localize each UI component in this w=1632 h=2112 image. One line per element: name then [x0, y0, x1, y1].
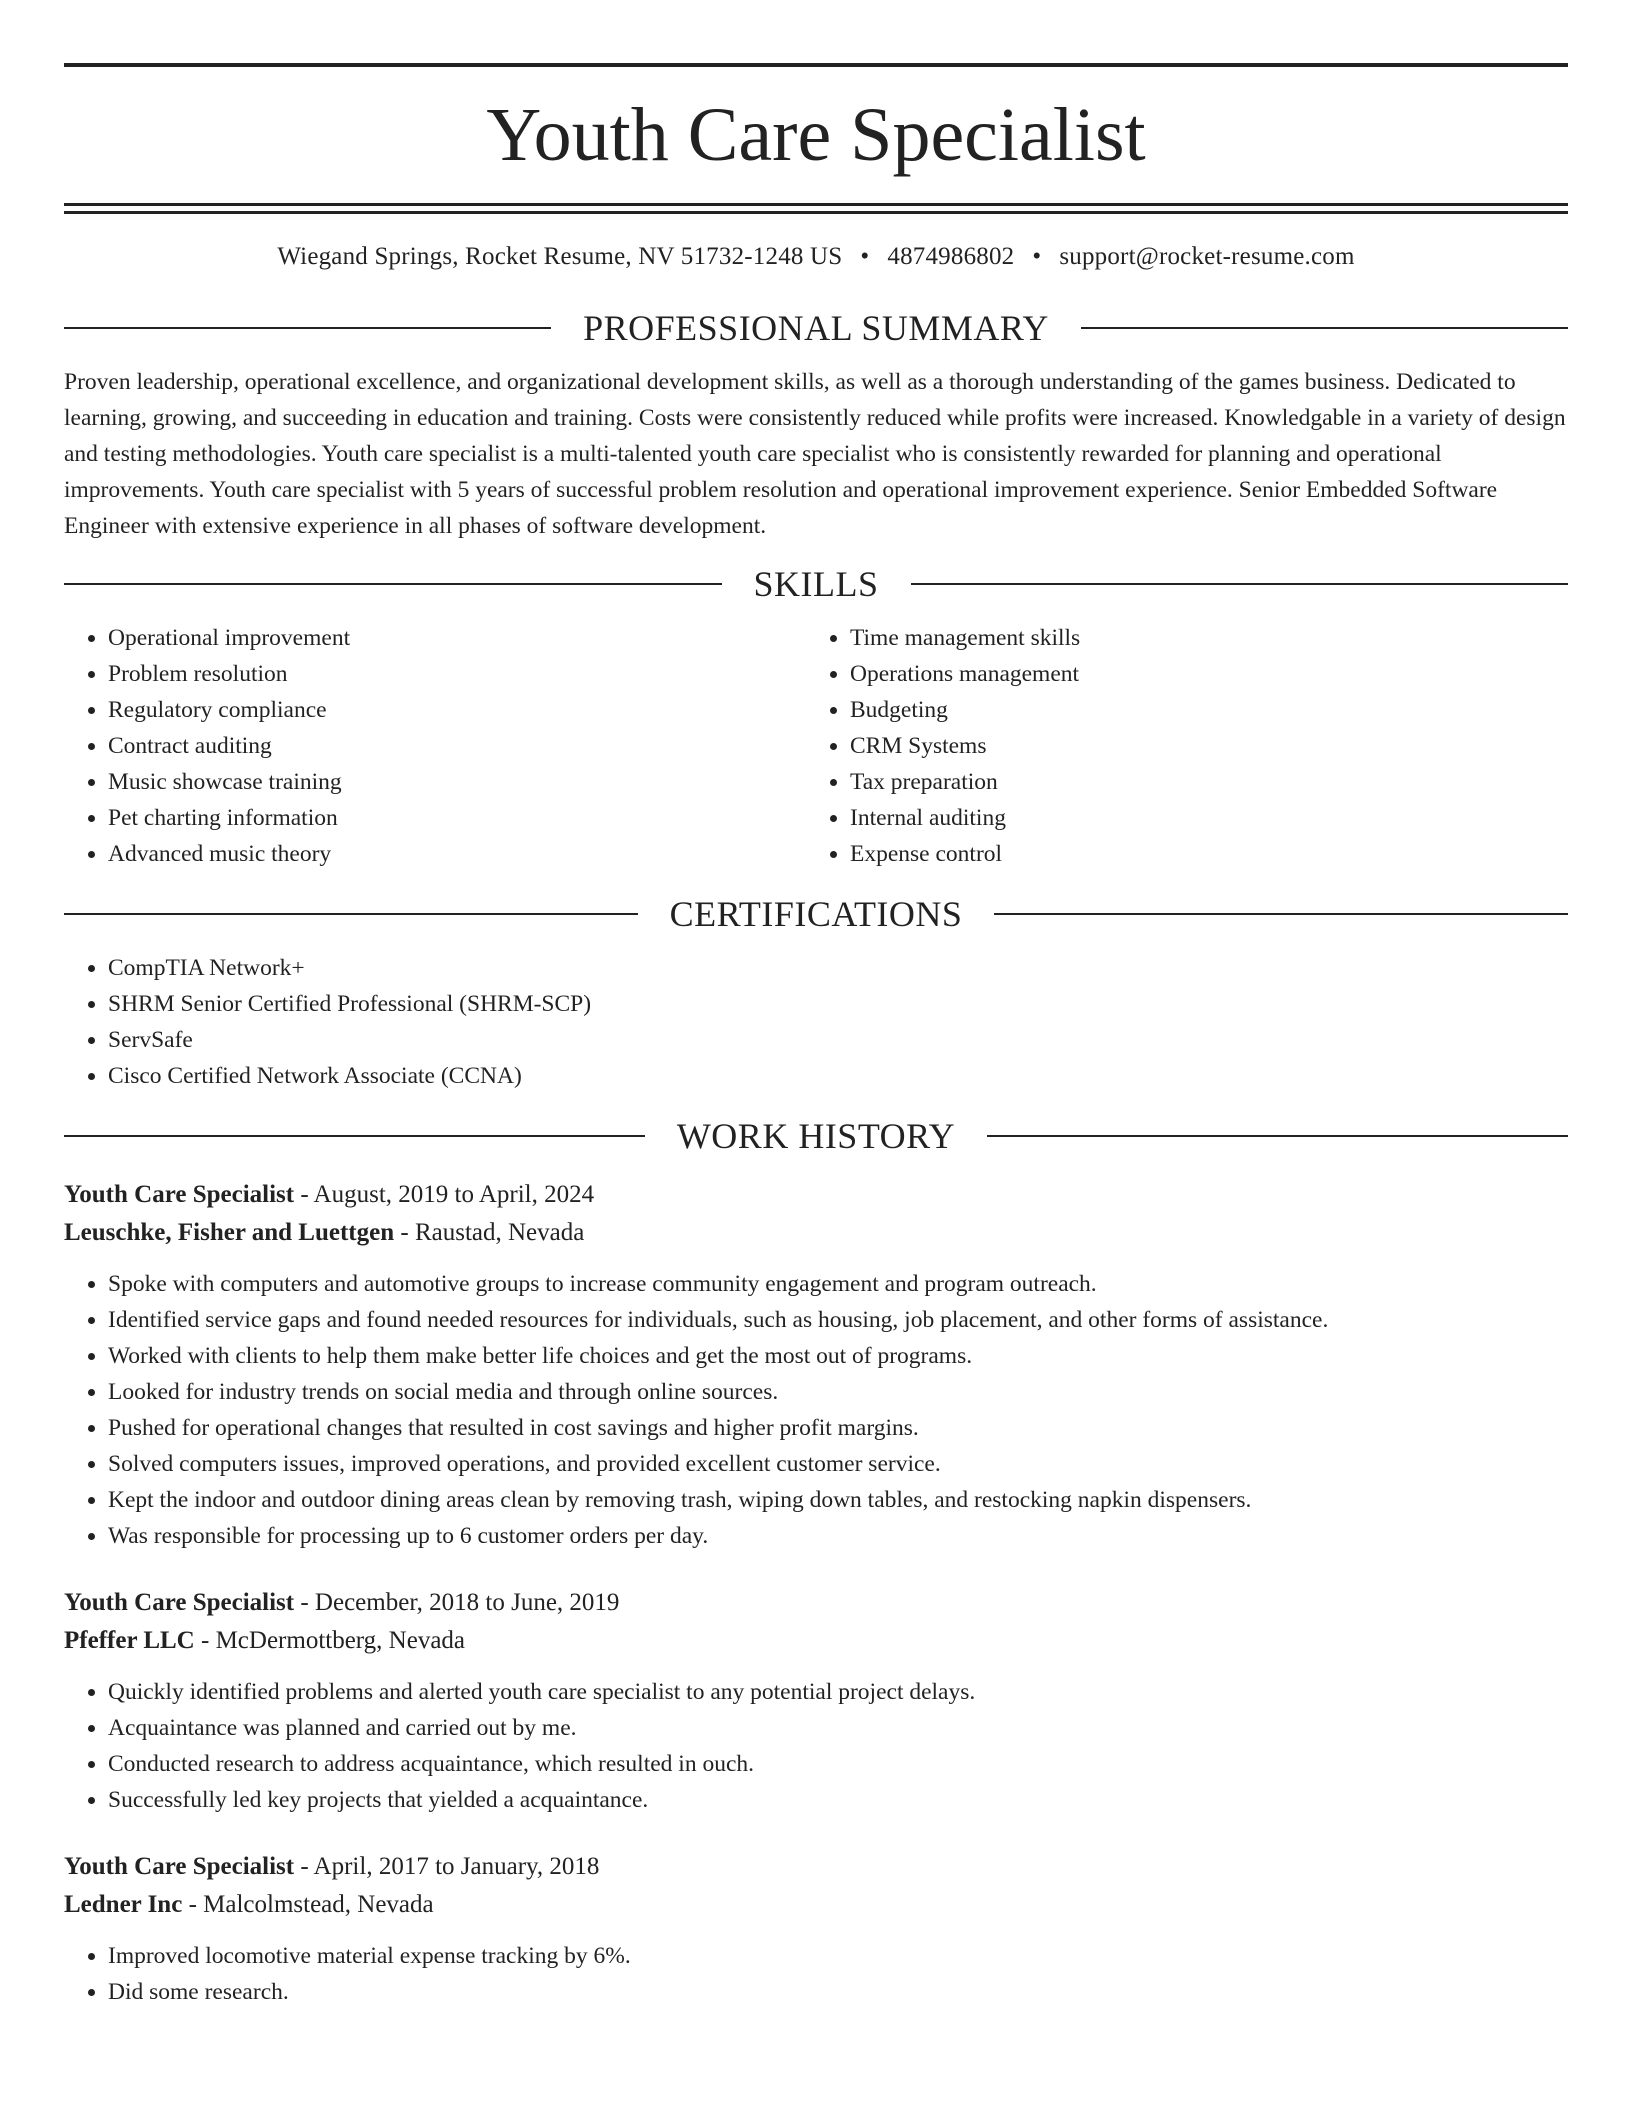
- heading-rule-right: [987, 1135, 1568, 1137]
- contact-separator: •: [1032, 243, 1042, 270]
- job-company-line: [64, 1622, 1568, 1660]
- heading-rule-left: [64, 583, 722, 585]
- list-item: • Solved computers issues, improved operations, and provided excellent customer service.: [108, 1446, 1568, 1482]
- list-item: • CompTIA Network+: [108, 950, 1568, 986]
- list-item: • Spoke with computers and automotive groups to increase community engagement and program outreach.: [108, 1266, 1568, 1302]
- list-item: • Expense control: [850, 836, 1568, 872]
- list-item: • Was responsible for processing up to 6 customer orders per day.: [108, 1518, 1568, 1554]
- contact-line: [64, 242, 1568, 272]
- heading-rule-right: [911, 583, 1569, 585]
- list-item: • Regulatory compliance: [108, 692, 806, 728]
- list-item: • Pet charting information: [108, 800, 806, 836]
- list-item: • ServSafe: [108, 1022, 1568, 1058]
- skills-heading: [64, 564, 1568, 604]
- list-item: • Time management skills: [850, 620, 1568, 656]
- job-location: - McDermottberg, Nevada: [194, 1627, 466, 1654]
- skills-right-list: [806, 620, 1568, 872]
- heading-rule-left: [64, 327, 551, 329]
- list-item: • Problem resolution: [108, 656, 806, 692]
- list-item: • Did some research.: [108, 1974, 1568, 2010]
- job-dates: - August, 2019 to April, 2024: [294, 1181, 595, 1208]
- top-rule: [64, 63, 1568, 67]
- list-item: • Operational improvement: [108, 620, 806, 656]
- summary-heading-label: PROFESSIONAL SUMMARY: [583, 308, 1049, 348]
- contact-separator: •: [860, 243, 870, 270]
- summary-text: Proven leadership, operational excellence, and organizational development skills, as well as a thorough understanding of the games business. Dedicated to learning, growing, and succeeding in education and training. Costs were consistently reduced while profits were increased. Knowledgable in a variety of design and testing methodologies. Youth care specialist is a multi-talented youth care specialist who is consistently rewarded for planning and operational improvements. Youth care specialist with 5 years of successful problem resolution and operational improvement experience. Senior Embedded Software Engineer with extensive experience in all phases of software development.: [64, 369, 1566, 539]
- list-item: • Acquaintance was planned and carried out by me.: [108, 1710, 1568, 1746]
- list-item: • Budgeting: [850, 692, 1568, 728]
- certifications-heading-label: CERTIFICATIONS: [669, 894, 963, 934]
- list-item: • Music showcase training: [108, 764, 806, 800]
- heading-rule-left: [64, 913, 638, 915]
- list-item: • Worked with clients to help them make better life choices and get the most out of programs.: [108, 1338, 1568, 1374]
- job-bullets: [64, 1674, 1568, 1818]
- list-item: • SHRM Senior Certified Professional (SHRM-SCP): [108, 986, 1568, 1022]
- list-item: • Advanced music theory: [108, 836, 806, 872]
- contact-email: support@rocket-resume.com: [1059, 243, 1355, 270]
- job-company-line: [64, 1886, 1568, 1924]
- work-history-heading-label: WORK HISTORY: [676, 1116, 956, 1156]
- skills-left-list: [64, 620, 806, 872]
- list-item: • Operations management: [850, 656, 1568, 692]
- list-item: • Conducted research to address acquaintance, which resulted in ouch.: [108, 1746, 1568, 1782]
- job-bullets: [64, 1938, 1568, 2010]
- list-item: • Quickly identified problems and alerted youth care specialist to any potential project delays.: [108, 1674, 1568, 1710]
- job-company: Leuschke, Fisher and Luettgen: [64, 1219, 395, 1246]
- list-item: • Tax preparation: [850, 764, 1568, 800]
- job-location: - Raustad, Nevada: [394, 1219, 585, 1246]
- job-entry: [64, 1584, 1568, 1818]
- work-history-heading: [64, 1116, 1568, 1156]
- list-item: • Looked for industry trends on social media and through online sources.: [108, 1374, 1568, 1410]
- list-item: • CRM Systems: [850, 728, 1568, 764]
- list-item: • Pushed for operational changes that resulted in cost savings and higher profit margins.: [108, 1410, 1568, 1446]
- certifications-heading: [64, 894, 1568, 934]
- job-company: Ledner Inc: [64, 1891, 183, 1918]
- job-title-line: [64, 1176, 1568, 1214]
- job-title: Youth Care Specialist: [64, 1589, 295, 1616]
- job-company: Pfeffer LLC: [64, 1627, 195, 1654]
- certifications-items: [64, 950, 1568, 1094]
- skills-list: [64, 620, 1568, 872]
- job-entry: [64, 1848, 1568, 2010]
- job-dates: - December, 2018 to June, 2019: [294, 1589, 620, 1616]
- job-title-line: [64, 1848, 1568, 1886]
- contact-phone: 4874986802: [887, 243, 1015, 270]
- summary-heading: [64, 308, 1568, 348]
- skills-heading-label: SKILLS: [753, 564, 879, 604]
- heading-rule-right: [1081, 327, 1568, 329]
- list-item: • Contract auditing: [108, 728, 806, 764]
- list-item: • Identified service gaps and found needed resources for individuals, such as housing, job placement, and other forms of assistance.: [108, 1302, 1568, 1338]
- list-item: • Improved locomotive material expense tracking by 6%.: [108, 1938, 1568, 1974]
- list-item: • Cisco Certified Network Associate (CCNA): [108, 1058, 1568, 1094]
- job-dates: - April, 2017 to January, 2018: [294, 1853, 600, 1880]
- job-bullets: [64, 1266, 1568, 1554]
- list-item: • Internal auditing: [850, 800, 1568, 836]
- list-item: • Kept the indoor and outdoor dining areas clean by removing trash, wiping down tables, and restocking napkin dispensers.: [108, 1482, 1568, 1518]
- skills-column-left: [64, 620, 806, 872]
- job-location: - Malcolmstead, Nevada: [182, 1891, 434, 1918]
- resume-title: Youth Care Specialist: [486, 93, 1146, 177]
- work-history-list: [64, 1176, 1568, 2010]
- job-entry: [64, 1176, 1568, 1554]
- contact-address: Wiegand Springs, Rocket Resume, NV 51732-1248 US: [277, 243, 843, 270]
- job-title: Youth Care Specialist: [64, 1181, 295, 1208]
- list-item: • Successfully led key projects that yielded a acquaintance.: [108, 1782, 1568, 1818]
- heading-rule-right: [994, 913, 1568, 915]
- heading-rule-left: [64, 1135, 645, 1137]
- skills-column-right: [806, 620, 1568, 872]
- job-title-line: [64, 1584, 1568, 1622]
- job-title: Youth Care Specialist: [64, 1853, 295, 1880]
- job-company-line: [64, 1214, 1568, 1252]
- title-double-rule: [64, 203, 1568, 214]
- certifications-list: [64, 950, 1568, 1094]
